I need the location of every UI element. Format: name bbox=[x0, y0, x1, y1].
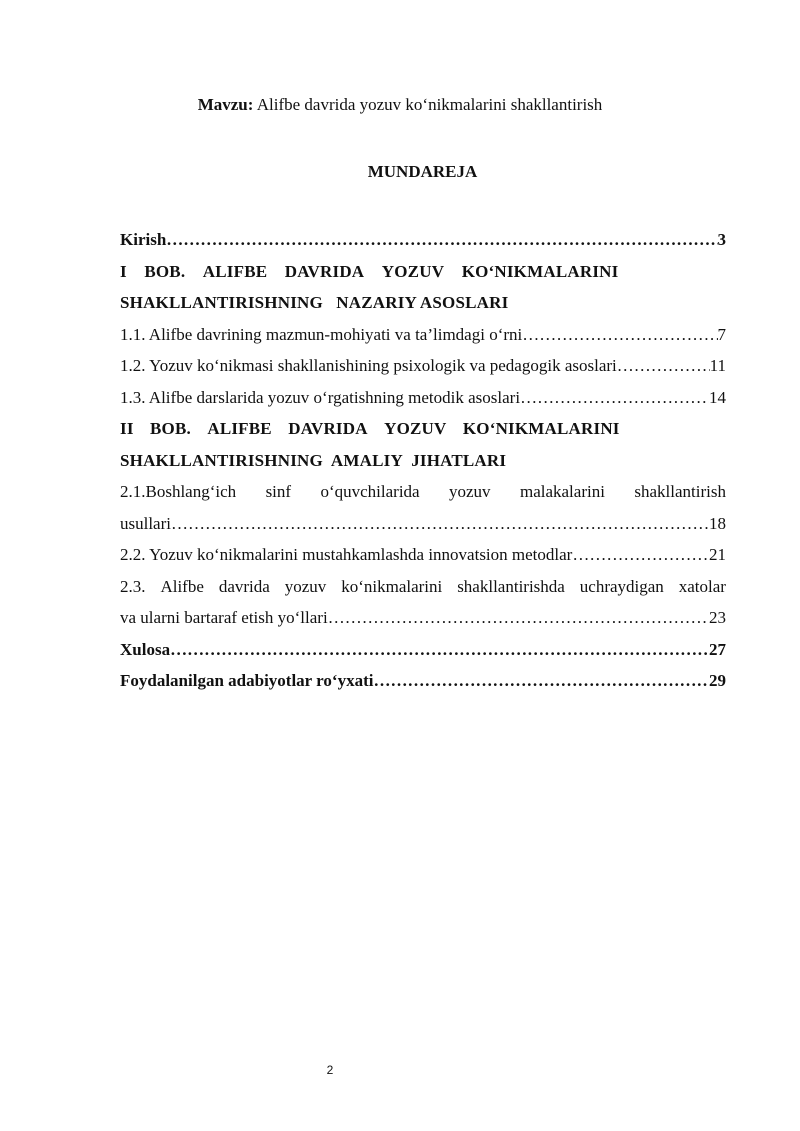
dot-leader bbox=[166, 224, 717, 256]
chapter-1-title-line-1 bbox=[120, 256, 726, 288]
toc-entry-2-2 bbox=[120, 539, 726, 571]
toc-entry-2-3-line-2 bbox=[120, 602, 726, 634]
word: YOZUV bbox=[381, 261, 445, 281]
word: shakllantirish bbox=[634, 482, 726, 501]
toc-entry-title: Foydalanilgan adabiyotlar ro‘yxati bbox=[120, 671, 374, 690]
dot-leader bbox=[328, 602, 709, 634]
word: xatolar bbox=[678, 576, 726, 596]
toc-entry-title: Kirish bbox=[120, 230, 167, 249]
word: DAVRIDA bbox=[284, 261, 365, 281]
word: shakllantirishda bbox=[457, 576, 565, 596]
toc-entry-title: Xulosa bbox=[120, 639, 171, 659]
toc-entry-page: 23 bbox=[709, 608, 726, 627]
toc-entry-1-1 bbox=[120, 319, 726, 351]
page-number: 2 bbox=[326, 1063, 334, 1077]
toc-entry-kirish bbox=[120, 224, 726, 256]
toc-entry-page: 29 bbox=[709, 671, 726, 690]
word: sinf bbox=[265, 482, 292, 501]
dot-leader bbox=[373, 665, 709, 697]
chapter-2-title-line-1 bbox=[120, 413, 726, 445]
toc-entry-2-3-line-1 bbox=[120, 571, 726, 603]
toc-entry-1-2 bbox=[120, 350, 726, 382]
dot-leader bbox=[572, 539, 709, 571]
topic-line bbox=[0, 93, 800, 117]
toc-entry-title: 2.2. Yozuv ko‘nikmalarini mustahkamlashda innovatsion metodlar bbox=[120, 545, 573, 564]
word: 2.3. bbox=[120, 576, 146, 596]
word: YOZUV bbox=[384, 419, 447, 438]
toc-entry-page: 3 bbox=[717, 230, 726, 249]
word: ALIFBE bbox=[207, 419, 272, 438]
word: malakalarini bbox=[519, 482, 605, 501]
chapter-1-title-line-2: SHAKLLANTIRISHNING NAZARIY ASOSLARI bbox=[120, 293, 509, 312]
toc-entry-page: 27 bbox=[709, 639, 726, 659]
toc-entry-page: 7 bbox=[717, 324, 726, 344]
topic-label: Mavzu: bbox=[197, 95, 254, 114]
word: KO‘NIKMALARINI bbox=[462, 419, 620, 438]
word: BOB. bbox=[144, 261, 186, 281]
word: yozuv bbox=[284, 576, 327, 596]
word: yozuv bbox=[449, 482, 491, 501]
word: ALIFBE bbox=[202, 261, 268, 281]
word: II bbox=[120, 419, 134, 438]
word: ko‘nikmalarini bbox=[341, 576, 443, 596]
dot-leader bbox=[171, 508, 709, 540]
toc-entry-title: 1.3. Alifbe darslarida yozuv o‘rgatishning metodik asoslari bbox=[120, 387, 521, 407]
word: KO‘NIKMALARINI bbox=[461, 261, 619, 281]
toc-entry-2-1-line-2 bbox=[120, 508, 726, 540]
toc-entry-1-3 bbox=[120, 382, 726, 414]
word: DAVRIDA bbox=[288, 419, 368, 438]
toc-entry-xulosa bbox=[120, 634, 726, 666]
word: o‘quvchilarida bbox=[320, 482, 420, 501]
toc-entry-title: 1.1. Alifbe davrining mazmun-mohiyati va ta’limdagi o‘rni bbox=[120, 324, 523, 344]
word: davrida bbox=[218, 576, 270, 596]
topic-text: Alifbe davrida yozuv ko‘nikmalarini shakllantirish bbox=[253, 95, 603, 114]
word: 2.1.Boshlang‘ich bbox=[120, 482, 237, 501]
toc-entry-page: 11 bbox=[709, 356, 726, 375]
toc-entry-adabiyotlar bbox=[120, 665, 726, 697]
toc-entry-title: va ularni bartaraf etish yo‘llari bbox=[120, 608, 328, 627]
toc-entry-page: 21 bbox=[709, 545, 726, 564]
dot-leader bbox=[520, 382, 709, 414]
word: uchraydigan bbox=[579, 576, 664, 596]
table-of-contents bbox=[120, 224, 726, 697]
dot-leader bbox=[522, 319, 717, 351]
chapter-2-title-line-2: SHAKLLANTIRISHNING AMALIY JIHATLARI bbox=[120, 450, 507, 470]
contents-heading: MUNDAREJA bbox=[367, 162, 478, 181]
word: Alifbe bbox=[160, 576, 204, 596]
toc-entry-page: 18 bbox=[709, 513, 726, 533]
toc-entry-page: 14 bbox=[709, 387, 726, 407]
toc-entry-title: usullari bbox=[120, 513, 171, 533]
dot-leader bbox=[170, 634, 709, 666]
toc-entry-title: 1.2. Yozuv ko‘nikmasi shakllanishining psixologik va pedagogik asoslari bbox=[120, 356, 617, 375]
dot-leader bbox=[617, 350, 710, 382]
word: I bbox=[120, 261, 127, 281]
word: BOB. bbox=[150, 419, 191, 438]
toc-entry-2-1-line-1 bbox=[120, 476, 726, 508]
